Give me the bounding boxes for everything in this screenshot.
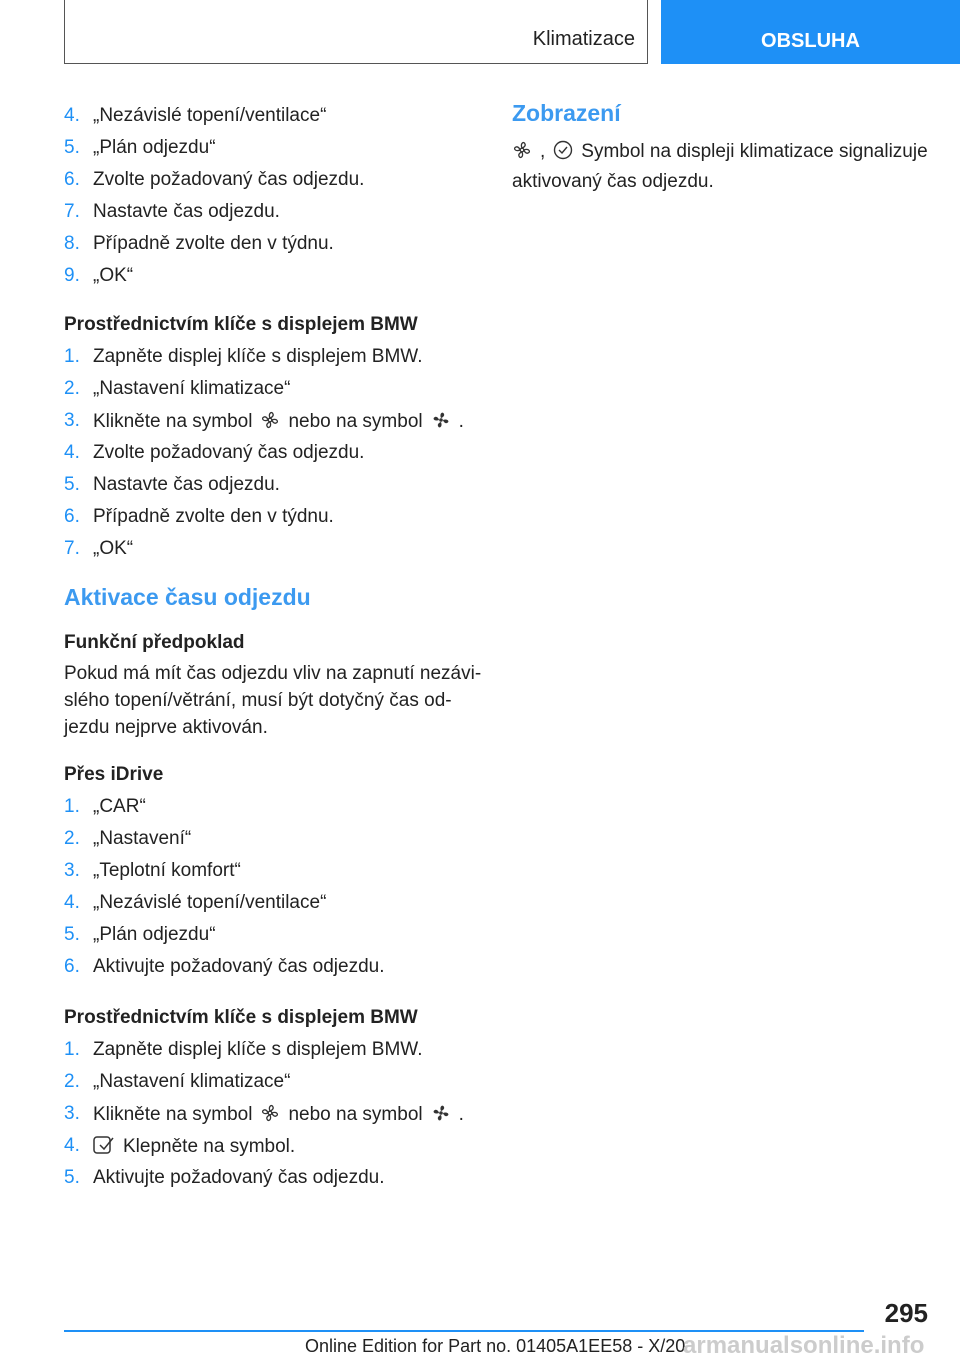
prerequisite-text — [64, 660, 484, 741]
list-item — [64, 442, 484, 474]
item-text: Klepněte na symbol. — [123, 1136, 296, 1157]
list-a — [64, 105, 484, 297]
item-number: 4. — [64, 105, 80, 126]
item-number: 2. — [64, 378, 80, 399]
fan-outline-icon — [512, 140, 532, 168]
left-column — [64, 100, 484, 1199]
item-text: Případně zvolte den v týdnu. — [93, 233, 334, 254]
item-text: . — [458, 411, 464, 432]
item-number: 3. — [64, 410, 80, 431]
item-number: 1. — [64, 346, 80, 367]
list-item — [64, 105, 484, 137]
list-item — [64, 1167, 484, 1199]
subheading-prerequisite: Funkční předpoklad — [64, 632, 245, 653]
text-line: jezdu nejprve aktivován. — [64, 717, 268, 738]
list-item — [64, 1135, 484, 1167]
text-line: aktivovaný čas odjezdu. — [512, 171, 714, 192]
list-item — [64, 201, 484, 233]
subheading-idrive: Přes iDrive — [64, 764, 164, 785]
item-text: . — [458, 1104, 464, 1125]
item-text: „Nezávislé topení/ventilace“ — [93, 892, 327, 913]
item-text: Klikněte na symbol — [93, 411, 253, 432]
subheading-key-display: Prostřednictvím klíče s displejem BMW — [64, 314, 418, 335]
item-number: 6. — [64, 506, 80, 527]
section-tab-obsluha[interactable]: OBSLUHA — [661, 0, 960, 64]
item-text: Nastavte čas odjezdu. — [93, 474, 280, 495]
item-text: „Nezávislé topení/ventilace“ — [93, 105, 327, 126]
fan-filled-icon — [431, 410, 451, 436]
item-text: „Plán odjezdu“ — [93, 924, 216, 945]
list-item — [64, 378, 484, 410]
item-number: 1. — [64, 1039, 80, 1060]
item-text: nebo na symbol — [288, 1104, 423, 1125]
item-number: 5. — [64, 137, 80, 158]
text-line: Symbol na displeji klimatizace signalizuje — [581, 141, 928, 162]
item-text: „OK“ — [93, 265, 134, 286]
list-item — [64, 924, 484, 956]
list-item — [64, 892, 484, 924]
list-item — [64, 860, 484, 892]
item-text: Zvolte požadovaný čas odjezdu. — [93, 442, 365, 463]
list-item — [64, 233, 484, 265]
list-item — [64, 1039, 484, 1071]
item-number: 7. — [64, 201, 80, 222]
fan-filled-icon — [431, 1103, 451, 1129]
item-text: „OK“ — [93, 538, 134, 559]
item-text: Aktivujte požadovaný čas odjezdu. — [93, 956, 385, 977]
subheading-key-display: Prostřednictvím klíče s displejem BMW — [64, 1007, 418, 1028]
item-text: „Nastavení klimatizace“ — [93, 1071, 291, 1092]
item-text: Případně zvolte den v týdnu. — [93, 506, 334, 527]
list-item — [64, 956, 484, 988]
list-item — [64, 346, 484, 378]
item-text: Zvolte požadovaný čas odjezdu. — [93, 169, 365, 190]
item-number: 4. — [64, 1135, 80, 1156]
right-column — [512, 100, 932, 195]
item-number: 7. — [64, 538, 80, 559]
item-number: 8. — [64, 233, 80, 254]
display-text — [512, 138, 932, 195]
item-number: 2. — [64, 828, 80, 849]
list-item — [64, 1071, 484, 1103]
list-item — [64, 410, 484, 442]
list-item — [64, 828, 484, 860]
list-item — [64, 474, 484, 506]
item-number: 3. — [64, 1103, 80, 1124]
separator-comma: , — [540, 141, 546, 162]
item-text: „Teplotní komfort“ — [93, 860, 241, 881]
item-number: 5. — [64, 924, 80, 945]
list-b — [64, 346, 484, 570]
item-number: 2. — [64, 1071, 80, 1092]
list-c — [64, 796, 484, 988]
item-number: 9. — [64, 265, 80, 286]
item-number: 3. — [64, 860, 80, 881]
list-item — [64, 265, 484, 297]
text-line: Pokud má mít čas odjezdu vliv na zapnutí nezávi- — [64, 663, 482, 684]
list-item — [64, 796, 484, 828]
checkbox-check-icon — [93, 1135, 115, 1161]
list-item — [64, 169, 484, 201]
list-item — [64, 538, 484, 570]
list-item — [64, 506, 484, 538]
item-text: „Plán odjezdu“ — [93, 137, 216, 158]
item-text: „CAR“ — [93, 796, 146, 817]
watermark: armanualsonline.info — [683, 1332, 925, 1359]
text-line: slého topení/větrání, musí být dotyčný čas od- — [64, 690, 452, 711]
page-number: 295 — [884, 1298, 928, 1328]
section-title-display: Zobrazení — [512, 100, 621, 126]
item-text: Zapněte displej klíče s displejem BMW. — [93, 346, 423, 367]
clock-check-icon — [553, 140, 573, 168]
item-number: 5. — [64, 474, 80, 495]
item-number: 5. — [64, 1167, 80, 1188]
list-item — [64, 1103, 484, 1135]
item-number: 1. — [64, 796, 80, 817]
header-frame — [64, 0, 648, 64]
list-item — [64, 137, 484, 169]
item-number: 6. — [64, 956, 80, 977]
item-text: Aktivujte požadovaný čas odjezdu. — [93, 1167, 385, 1188]
item-number: 4. — [64, 442, 80, 463]
item-text: Klikněte na symbol — [93, 1104, 253, 1125]
item-text: Zapněte displej klíče s displejem BMW. — [93, 1039, 423, 1060]
header-title: Klimatizace — [532, 28, 635, 50]
item-text: „Nastavení“ — [93, 828, 192, 849]
item-text: Nastavte čas odjezdu. — [93, 201, 280, 222]
section-title-activation: Aktivace času odjezdu — [64, 584, 311, 610]
item-text: „Nastavení klimatizace“ — [93, 378, 291, 399]
list-d — [64, 1039, 484, 1199]
fan-outline-icon — [260, 410, 280, 436]
item-number: 4. — [64, 892, 80, 913]
item-number: 6. — [64, 169, 80, 190]
fan-outline-icon — [260, 1103, 280, 1129]
item-text: nebo na symbol — [288, 411, 423, 432]
edition-note: Online Edition for Part no. 01405A1EE58 - X/20 — [305, 1336, 686, 1356]
